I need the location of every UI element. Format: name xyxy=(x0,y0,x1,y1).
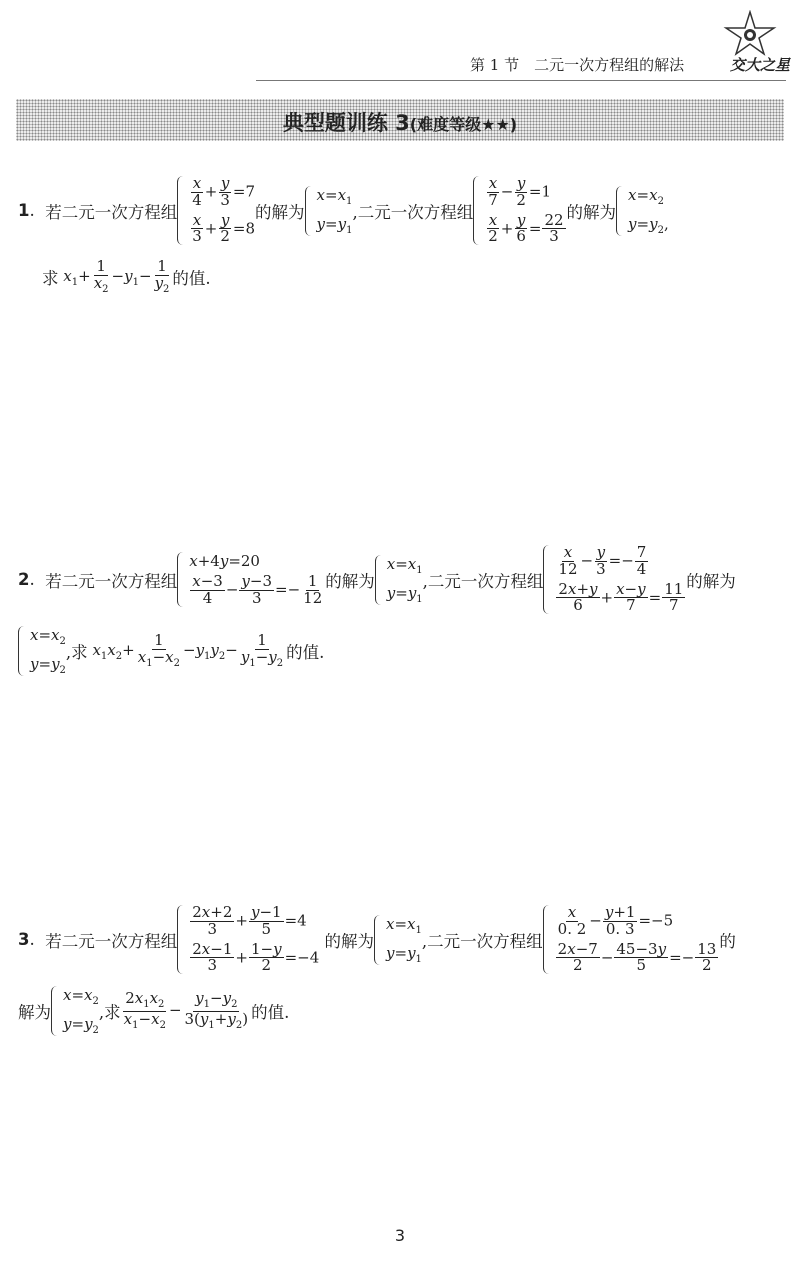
question-text: 若二元一次方程组 xyxy=(45,931,178,951)
question-2: 2 . 若二元一次方程组 x+4y=20 $\frac{x-3}{4}$ − $\frac{y-3}{3}$ =− $\frac{1}{12}$ 的解为 $x=x_1$ $y=y_1$ ,二元一次方程组 $\frac{x}{12}$ − $\frac{y}{3}$ =− $\frac{7}{4}$ $\frac{2x+y}{6}$ + $\frac{x-y}{7}$ = $\frac{11}{7}$ 的解为 $x=x_2$ $y=y_2$ ,求 $x_1x_2+$ $\frac{1}{x_1-x_2}$ $-y_1y_2-$ $\frac{1}{y_1-y_2}$ 的值. xyxy=(18,543,736,676)
question-text: 的解为 xyxy=(325,571,375,591)
question-text: 的 xyxy=(719,931,736,951)
section-banner xyxy=(16,99,784,141)
question-text: ,求 xyxy=(98,1003,121,1022)
question-number: 2 xyxy=(18,570,30,589)
brand-logo-text: 交大之星 xyxy=(730,56,791,74)
equation-system-2a: x+4y=20 $\frac{x-3}{4}$ − $\frac{y-3}{3}$ =− $\frac{1}{12}$ xyxy=(177,552,325,607)
question-text: ,二元一次方程组 xyxy=(422,571,544,591)
question-3: 3 . 若二元一次方程组 $\frac{2x+2}{3}$ + $\frac{y-1}{5}$ =4 $\frac{2x-1}{3}$ + $\frac{1-y}{2}$ =−4 的解为 $x=x_1$ $y=y_1$ ,二元一次方程组 $\frac{x}{0. 2}$ − $\frac{y+1}{0. 3}$ =−5 $\frac{2x-7}{2}$ − $\frac{45-3y}{5}$ =− $\frac{13}{2}$ 的 解为 $x=x_2$ $y=y_2$ ,求 $\frac{2x_1x_2}{x_1-x_2}$ − $\frac{y_1-y_2}{3(y_1+y_2)}$ 的值. xyxy=(18,903,736,1036)
question-text: 的解为 xyxy=(324,931,374,951)
banner-title xyxy=(16,107,784,137)
question-1: 1 . 若二元一次方程组 $\frac{x}{4}$ + $\frac{y}{3}$ =7 $\frac{x}{3}$ + $\frac{y}{2}$ =8 的解为 $x=x_1$ $y=y_1$ ,二元一次方程组 $\frac{x}{7}$ − $\frac{y}{2}$ =1 $\frac{x}{2}$ + $\frac{y}{6}$ = $\frac{22}{3}$ 的解为 $x=x_2$ $y=y_2$, 求 $x_1+$ $\frac{1}{x_2}$ $-y_1-$ $\frac{1}{y_2}$ 的值. xyxy=(18,174,669,295)
question-text: 的解为 xyxy=(566,202,617,222)
equation-system-1a: $\frac{x}{4}$ + $\frac{y}{3}$ =7 $\frac{x}{3}$ + $\frac{y}{2}$ =8 xyxy=(177,176,255,245)
question-text: 的值. xyxy=(172,269,211,289)
question-text: 若二元一次方程组 xyxy=(45,202,178,222)
solution-system-3b: $x=x_2$ $y=y_2$ xyxy=(51,986,99,1036)
expression-3: $\frac{2x_1x_2}{x_1-x_2}$ − $\frac{y_1-y_2}{3(y_1+y_2)}$ xyxy=(123,989,249,1031)
solution-system-1a: $x=x_1$ $y=y_1$ xyxy=(305,186,353,236)
question-number: 3 xyxy=(18,930,30,949)
solution-system-1b: $x=x_2$ $y=y_2$, xyxy=(616,186,669,236)
equation-system-2b: $\frac{x}{12}$ − $\frac{y}{3}$ =− $\frac{7}{4}$ $\frac{2x+y}{6}$ + $\frac{x-y}{7}$ = $\frac{11}{7}$ xyxy=(543,545,686,614)
equation-system-1b: $\frac{x}{7}$ − $\frac{y}{2}$ =1 $\frac{x}{2}$ + $\frac{y}{6}$ = $\frac{22}{3}$ xyxy=(473,176,566,245)
expression-1: $x_1+$ $\frac{1}{x_2}$ $-y_1-$ $\frac{1}{y_2}$ xyxy=(63,257,170,295)
question-text: ,二元一次方程组 xyxy=(421,931,543,951)
question-text: 的解为 xyxy=(686,571,736,591)
question-text: 的值. xyxy=(286,643,325,662)
star-logo-icon xyxy=(722,10,778,58)
question-text: 的解为 xyxy=(255,202,305,222)
question-text: ,求 xyxy=(65,643,88,662)
banner-title-text: 典型题训练 3 xyxy=(282,111,410,135)
question-text: 解为 xyxy=(18,1003,51,1022)
equation-system-3b: $\frac{x}{0. 2}$ − $\frac{y+1}{0. 3}$ =−5 $\frac{2x-7}{2}$ − $\frac{45-3y}{5}$ =− $\frac{13}{2}$ xyxy=(543,905,720,974)
header-section-title: 第 1 节 二元一次方程组的解法 xyxy=(470,56,685,74)
expression-2: $x_1x_2+$ $\frac{1}{x_1-x_2}$ $-y_1y_2-$ $\frac{1}{y_1-y_2}$ xyxy=(92,630,284,669)
solution-system-3a: $x=x_1$ $y=y_1$ xyxy=(374,915,422,965)
question-text: 的值. xyxy=(251,1003,290,1022)
equation-system-3a: $\frac{2x+2}{3}$ + $\frac{y-1}{5}$ =4 $\frac{2x-1}{3}$ + $\frac{1-y}{2}$ =−4 xyxy=(177,905,319,974)
page-number: 3 xyxy=(394,1226,406,1245)
question-text: 求 xyxy=(42,269,59,289)
question-text: 若二元一次方程组 xyxy=(45,571,178,591)
header-divider xyxy=(256,80,786,81)
question-number: 1 xyxy=(18,201,30,220)
solution-system-2a: $x=x_1$ $y=y_1$ xyxy=(375,555,423,605)
solution-system-2b: $x=x_2$ $y=y_2$ xyxy=(18,626,66,676)
difficulty-level: (难度等级★★) xyxy=(409,115,518,134)
question-text: ,二元一次方程组 xyxy=(352,202,474,222)
